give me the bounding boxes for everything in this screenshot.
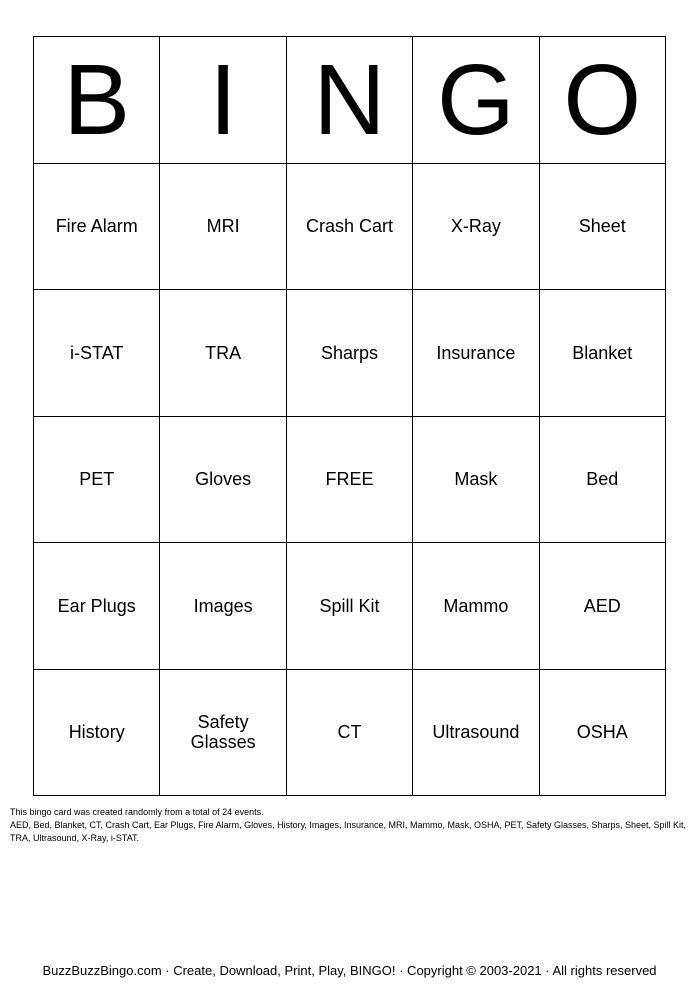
- header-cell-b: [34, 37, 160, 164]
- cell-text: OSHA: [576, 722, 628, 743]
- bingo-cell: [413, 543, 539, 670]
- cell-text: Insurance: [436, 342, 516, 363]
- cell-text: Ultrasound: [432, 722, 520, 743]
- bingo-cell: [413, 417, 539, 544]
- bingo-cell: [287, 164, 413, 291]
- header-letter: N: [313, 43, 386, 156]
- cell-text: CT: [337, 722, 362, 743]
- bingo-cell: [160, 670, 286, 797]
- free-cell: [287, 417, 413, 544]
- card-note: [10, 806, 692, 845]
- bingo-cell: [540, 290, 666, 417]
- bingo-cell: [287, 290, 413, 417]
- cell-text: PET: [79, 469, 115, 490]
- bingo-cell: [413, 290, 539, 417]
- cell-text: Sharps: [320, 342, 379, 363]
- cell-text: AED: [583, 595, 621, 616]
- bingo-cell: [540, 417, 666, 544]
- header-cell-o: [540, 37, 666, 164]
- cell-text: Spill Kit: [319, 595, 380, 616]
- note-summary: This bingo card was created randomly from a total of 24 events.: [10, 807, 264, 817]
- bingo-card: [33, 36, 666, 796]
- cell-text: Ear Plugs: [57, 595, 136, 616]
- cell-text: X-Ray: [450, 216, 501, 237]
- header-letter: O: [563, 43, 642, 156]
- cell-text: Fire Alarm: [55, 216, 138, 237]
- cell-text: Crash Cart: [305, 216, 393, 237]
- bingo-cell: [287, 543, 413, 670]
- cell-text: MRI: [206, 216, 240, 237]
- cell-text: Gloves: [195, 469, 252, 490]
- bingo-cell: [34, 290, 160, 417]
- cell-text: i-STAT: [70, 342, 124, 363]
- cell-text: Sheet: [578, 216, 626, 237]
- bingo-cell: [34, 670, 160, 797]
- header-letter: G: [436, 43, 515, 156]
- bingo-cell: [160, 417, 286, 544]
- bingo-cell: [540, 164, 666, 291]
- cell-text: FREE: [325, 469, 374, 490]
- bingo-cell: [287, 670, 413, 797]
- cell-text: TRA: [205, 342, 242, 363]
- header-cell-i: [160, 37, 286, 164]
- header-letter: I: [209, 43, 237, 156]
- bingo-cell: [160, 543, 286, 670]
- bingo-cell: [34, 417, 160, 544]
- bingo-cell: [34, 543, 160, 670]
- cell-text: Blanket: [572, 342, 633, 363]
- cell-text: Safety Glasses: [190, 712, 256, 753]
- header-cell-g: [413, 37, 539, 164]
- bingo-cell: [413, 670, 539, 797]
- header-letter: B: [63, 43, 131, 156]
- bingo-cell: [160, 164, 286, 291]
- cell-text: Bed: [586, 469, 619, 490]
- cell-text: Mammo: [443, 595, 509, 616]
- page-footer: BuzzBuzzBingo.com · Create, Download, Print, Play, BINGO! · Copyright © 2003-2021 · All rights reserved: [42, 963, 657, 978]
- bingo-cell: [160, 290, 286, 417]
- cell-text: History: [68, 722, 125, 743]
- bingo-cell: [34, 164, 160, 291]
- bingo-cell: [540, 670, 666, 797]
- header-cell-n: [287, 37, 413, 164]
- cell-text: Mask: [454, 469, 498, 490]
- note-events-list: AED, Bed, Blanket, CT, Crash Cart, Ear Plugs, Fire Alarm, Gloves, History, Images, Insurance, MRI, Mammo, Mask, OSHA, PET, Safety Glasses, Sharps, Sheet, Spill Kit, TRA, Ultrasound, X-Ray, i-STAT.: [10, 820, 687, 843]
- cell-text: Images: [193, 595, 253, 616]
- bingo-cell: [413, 164, 539, 291]
- bingo-cell: [540, 543, 666, 670]
